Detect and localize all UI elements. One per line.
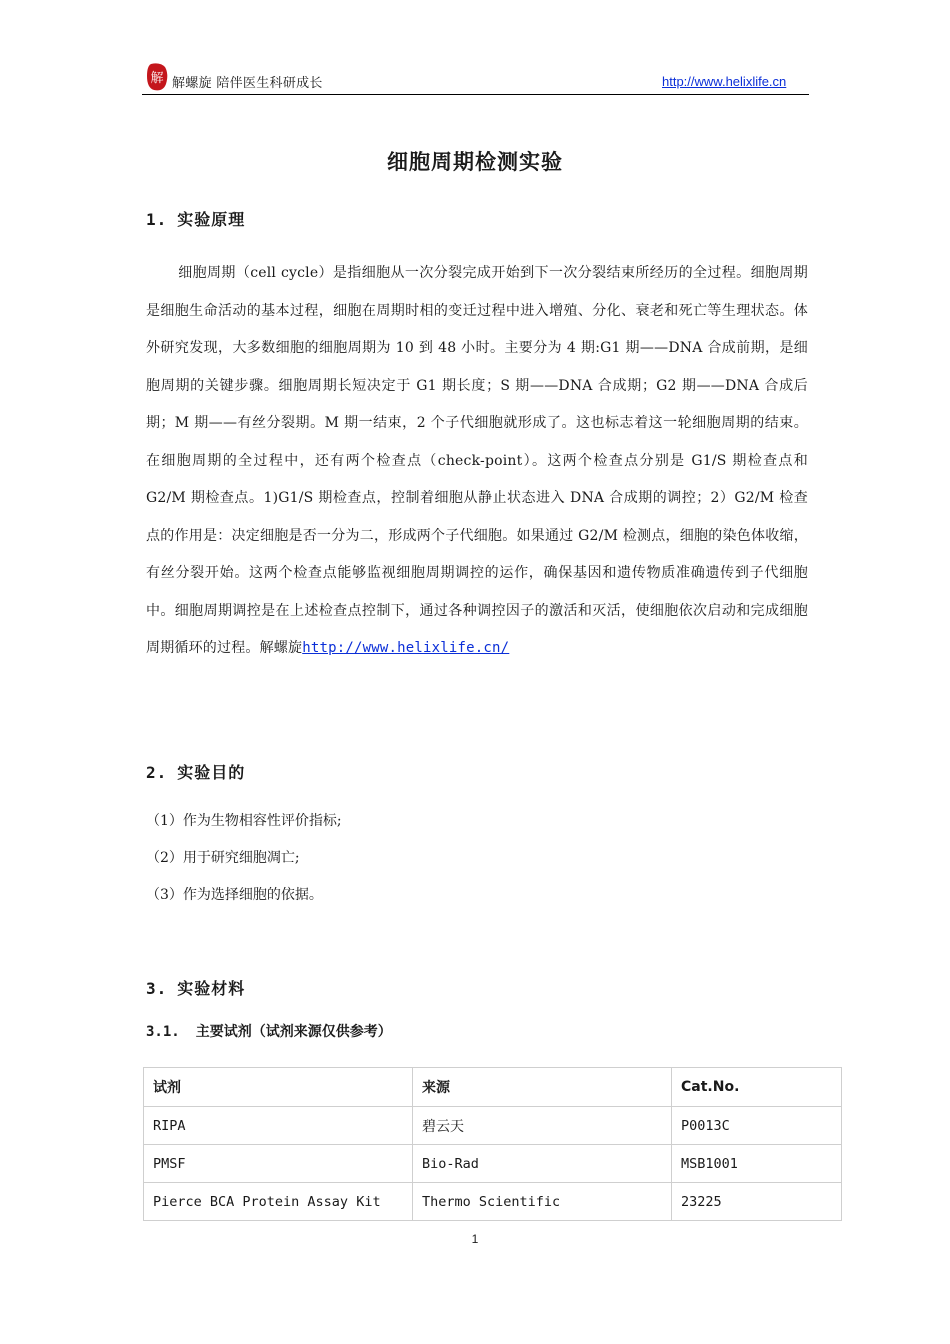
table-header-cell: 试剂: [144, 1068, 413, 1107]
section-3-title: 实验材料: [177, 979, 246, 998]
page-title: 细胞周期检测实验: [387, 150, 563, 174]
subsection-title: 主要试剂（试剂来源仅供参考）: [195, 1024, 392, 1040]
section-1-title: 实验原理: [177, 210, 246, 229]
brand-slogan: 解螺旋 陪伴医生科研成长: [172, 76, 323, 91]
principle-paragraph: [146, 255, 808, 668]
section-2-number: 2.: [146, 763, 168, 782]
section-2-title: 实验目的: [177, 763, 246, 782]
reagent-table: [143, 1067, 842, 1221]
helixlife-logo: [145, 62, 169, 92]
table-header-cell: 来源: [413, 1068, 672, 1107]
table-row: [144, 1107, 842, 1145]
table-cell: RIPA: [144, 1107, 413, 1145]
purpose-item: （3）作为选择细胞的依据。: [146, 887, 323, 903]
section-1-heading: [146, 207, 245, 230]
principle-text: 细胞周期（cell cycle）是指细胞从一次分裂完成开始到下一次分裂结束所经历的全过程。细胞周期是细胞生命活动的基本过程，细胞在周期时相的变迁过程中进入增殖、分化、衰老和死亡等生理状态。体外研究发现，大多数细胞的细胞周期为 10 到 48 小时。主要分为 4 期:G1 期——DNA 合成前期，是细胞周期的关键步骤。细胞周期长短决定于 G1 期长度；S 期——DNA 合成期；G2 期——DNA 合成后期；M 期——有丝分裂期。M 期一结束，2 个子代细胞就形成了。这也标志着这一轮细胞周期的结束。在细胞周期的全过程中，还有两个检查点（check-point）。这两个检查点分别是 G1/S 期检查点和 G2/M 期检查点。1)G1/S 期检查点，控制着细胞从静止状态进入 DNA 合成期的调控；2）G2/M 检查点的作用是：决定细胞是否一分为二，形成两个子代细胞。如果通过 G2/M 检测点，细胞的染色体收缩，有丝分裂开始。这两个检查点能够监视细胞周期调控的运作，确保基因和遗传物质准确遗传到子代细胞中。细胞周期调控是在上述检查点控制下，通过各种调控因子的激活和灭活，使细胞依次启动和完成细胞周期循环的过程。解螺旋: [146, 265, 808, 656]
header-divider: [142, 94, 809, 95]
subsection-number: 3.1.: [146, 1024, 180, 1040]
section-3-heading: [146, 976, 245, 999]
purpose-list: [146, 806, 342, 917]
table-header-row: [144, 1068, 842, 1107]
table-cell: Thermo Scientific: [413, 1183, 672, 1221]
table-cell: 碧云天: [413, 1107, 672, 1145]
principle-link[interactable]: http://www.helixlife.cn/: [302, 640, 510, 656]
subsection-3-1-heading: [146, 1021, 392, 1041]
table-cell: 23225: [672, 1183, 842, 1221]
table-cell: Pierce BCA Protein Assay Kit: [144, 1183, 413, 1221]
page-number: 1: [471, 1232, 479, 1246]
table-cell: P0013C: [672, 1107, 842, 1145]
table-cell: PMSF: [144, 1145, 413, 1183]
section-2-heading: [146, 760, 245, 783]
section-3-number: 3.: [146, 979, 168, 998]
logo-char: 解: [150, 71, 164, 86]
table-row: [144, 1145, 842, 1183]
purpose-item: （1）作为生物相容性评价指标;: [146, 813, 342, 829]
table-row: [144, 1183, 842, 1221]
section-1-number: 1.: [146, 210, 168, 229]
table-header-cell: Cat.No.: [672, 1068, 842, 1107]
purpose-item: （2）用于研究细胞凋亡;: [146, 850, 300, 866]
table-cell: MSB1001: [672, 1145, 842, 1183]
table-cell: Bio-Rad: [413, 1145, 672, 1183]
header-site-link[interactable]: http://www.helixlife.cn: [662, 74, 787, 89]
